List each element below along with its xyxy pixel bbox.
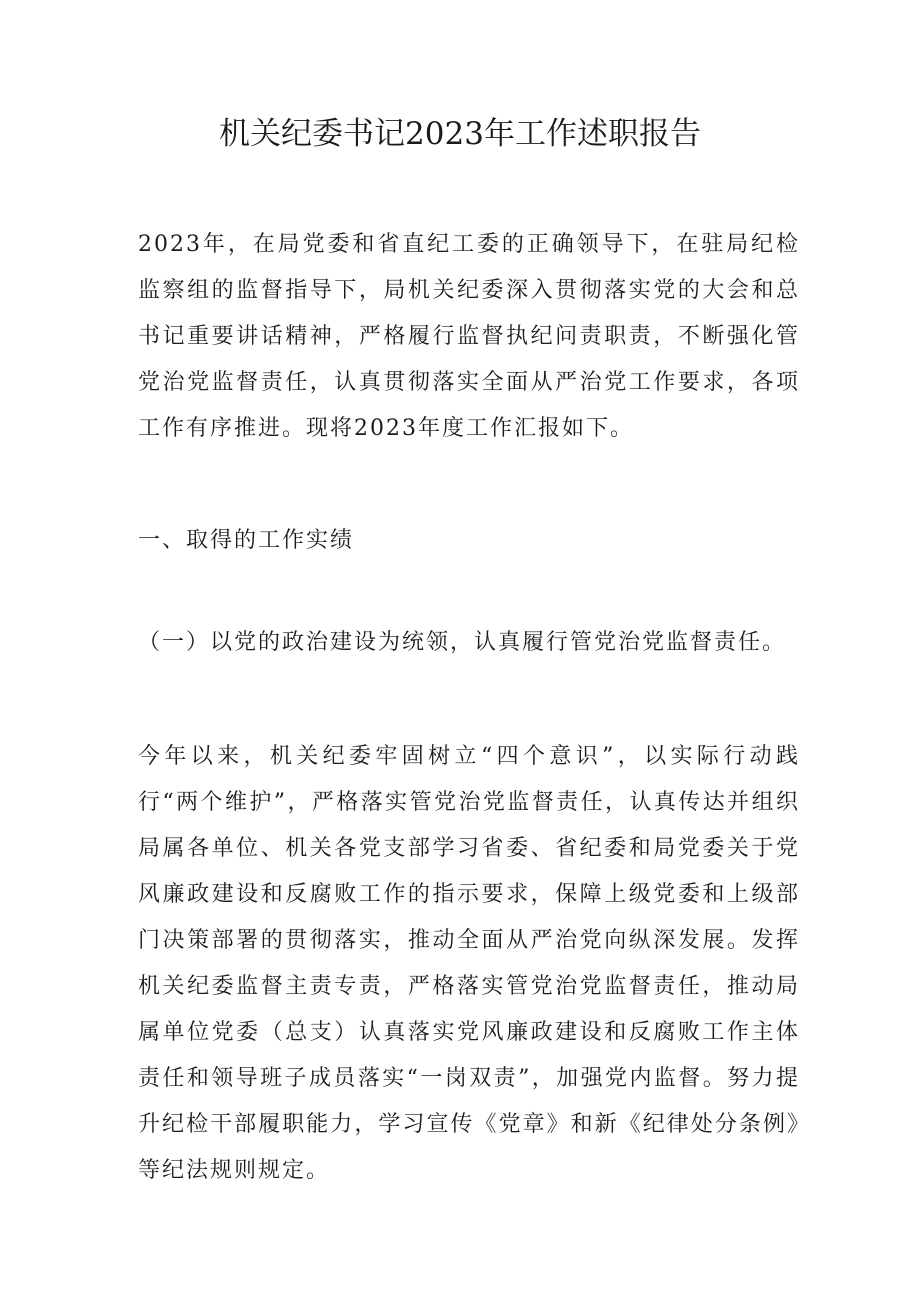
- section-heading: 一、取得的工作实绩: [138, 528, 355, 553]
- subsection-heading: （一）以党的政治建设为统领，认真履行管党治党监督责任。: [138, 630, 787, 655]
- body-paragraph: 今年以来，机关纪委牢固树立“四个意识”，以实际行动践行“两个维护”，严格落实管党治党监督责任，认真传达并组织局属各单位、机关各党支部学习省委、省纪委和局党委关于党风廉政建设和反腐败工作的指示要求，保障上级党委和上级部门决策部署的贯彻落实，推动全面从严治党向纵深发展。发挥机关纪委监督主责专责，严格落实管党治党监督责任，推动局属单位党委（总支）认真落实党风廉政建设和反腐败工作主体责任和领导班子成员落实“一岗双责”，加强党内监督。努力提升纪检干部履职能力，学习宣传《党章》和新《纪律处分条例》等纪法规则规定。: [138, 744, 800, 1183]
- intro-paragraph: 2023年，在局党委和省直纪工委的正确领导下，在驻局纪检监察组的监督指导下，局机关纪委深入贯彻落实党的大会和总书记重要讲话精神，严格履行监督执纪问责职责，不断强化管党治党监督责任，认真贯彻落实全面从严治党工作要求，各项工作有序推进。现将2023年度工作汇报如下。: [138, 232, 800, 441]
- document-title: 机关纪委书记2023年工作述职报告: [219, 116, 701, 152]
